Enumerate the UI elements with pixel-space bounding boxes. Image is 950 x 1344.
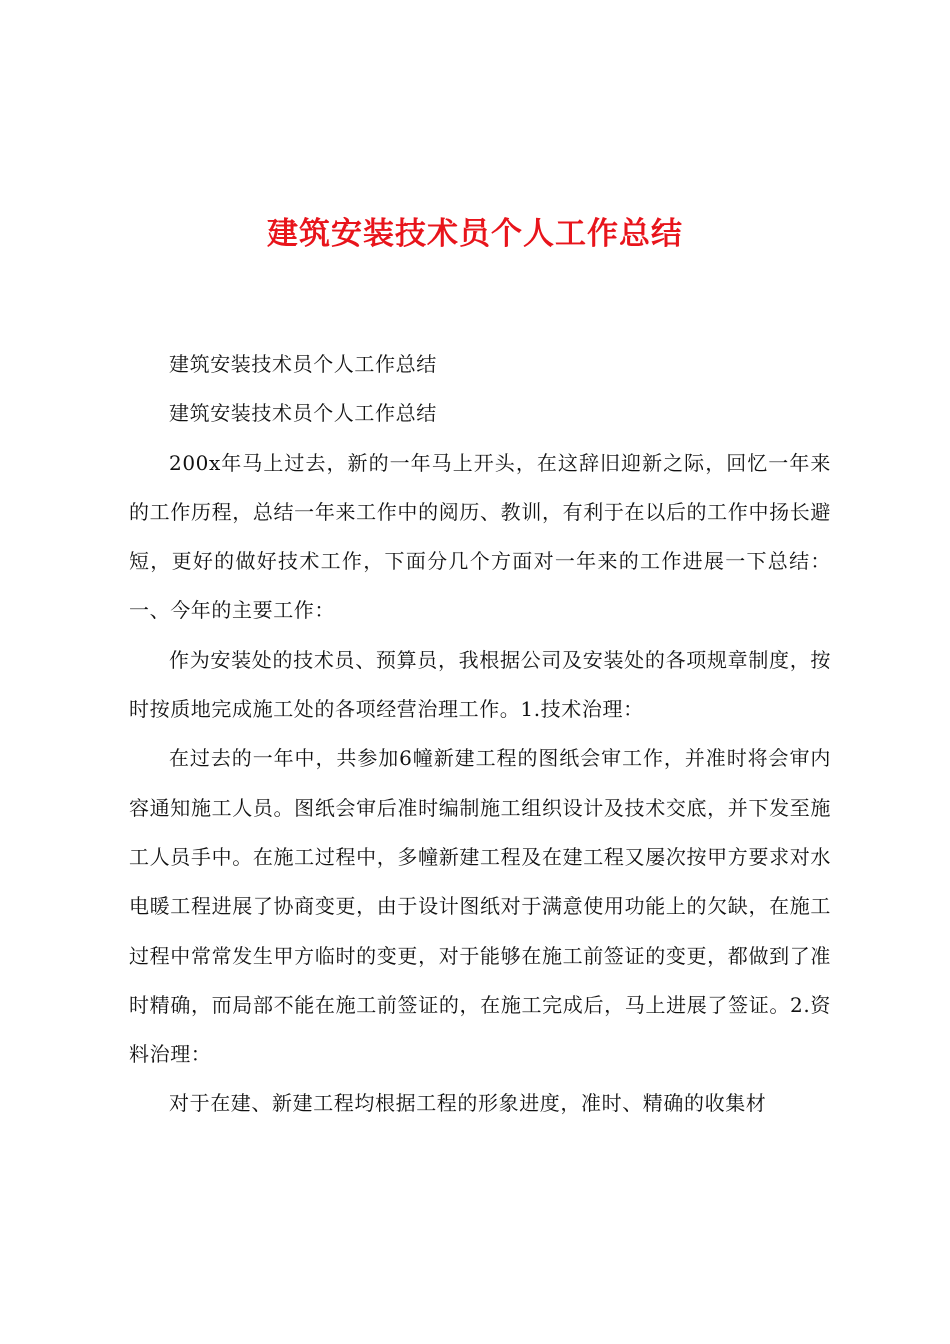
paragraph: 建筑安装技术员个人工作总结 [169, 401, 437, 426]
paragraph: 作为安装处的技术员、预算员，我根据公司及安装处的各项规章制度，按时按质地完成施工处的各项经营治理工作。1.技术治理： [129, 647, 831, 722]
paragraph: 建筑安装技术员个人工作总结 [169, 352, 437, 376]
paragraph: 在过去的一年中，共参加6幢新建工程的图纸会审工作，并准时将会审内容通知施工人员。图纸会审后准时编制施工组织设计及技术交底，并下发至施工人员手中。在施工过程中，多幢新建工程及在建工程又屡次按甲方要求对水电暖工程进展了协商变更，由于设计图纸对于满意使用功能上的欠缺，在施工过程中常常发生甲方临时的变更，对于能够在施工前签证的变更，都做到了准时精确，而局部不能在施工前签证的，在施工完成后，马上进展了签证。2.资料治理： [129, 746, 831, 1067]
paragraph: 对于在建、新建工程均根据工程的形象进度，准时、精确的收集材 [169, 1091, 767, 1116]
document-title: 建筑安装技术员个人工作总结 [267, 216, 683, 252]
paragraph: 200x年马上过去，新的一年马上开头，在这辞旧迎新之际，回忆一年来的工作历程，总结一年来工作中的阅历、教训，有利于在以后的工作中扬长避短，更好的做好技术工作，下面分几个方面对一年来的工作进展一下总结：一、今年的主要工作： [129, 450, 831, 623]
document-body [129, 340, 831, 1129]
